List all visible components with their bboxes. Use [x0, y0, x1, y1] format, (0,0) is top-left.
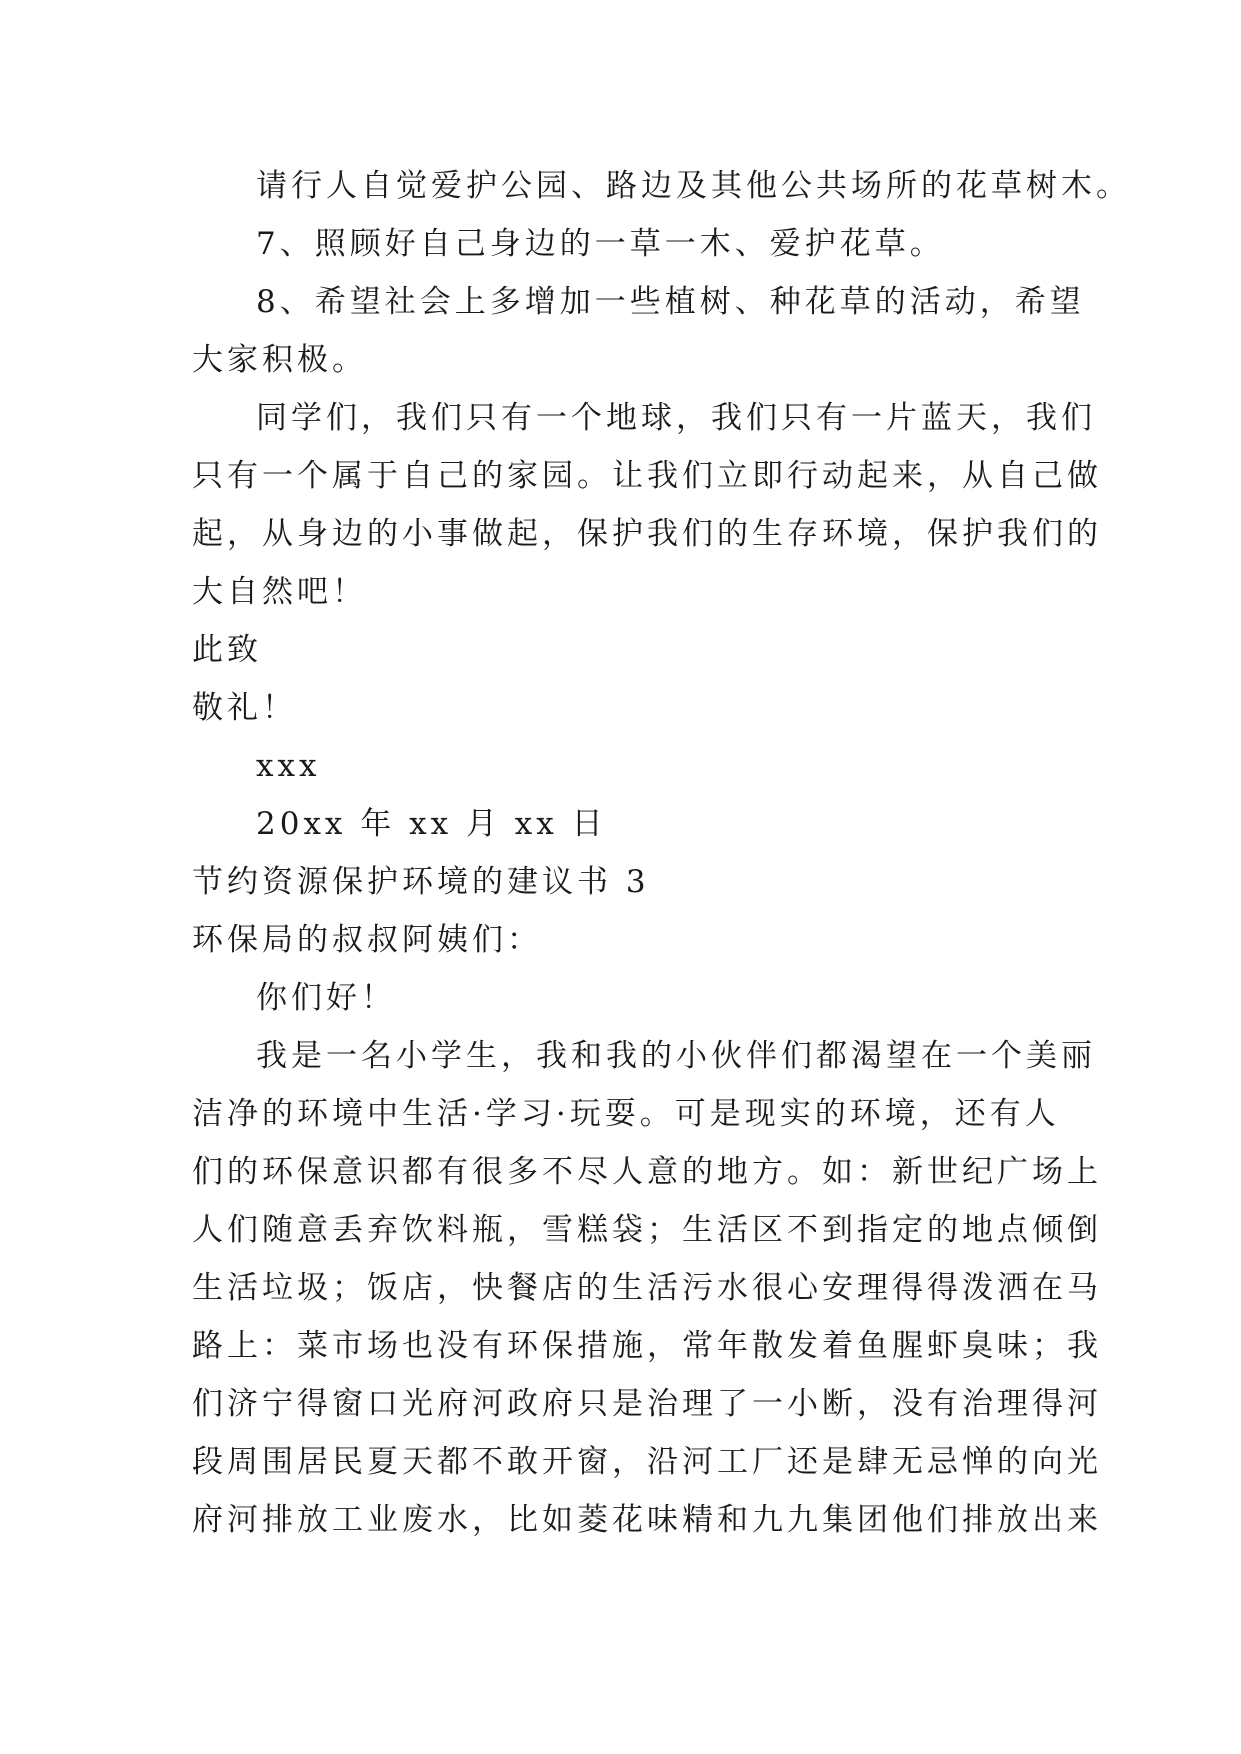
text-line: 请行人自觉爱护公园、路边及其他公共场所的花草树木。 [256, 168, 1131, 204]
closing-regards: 敬礼！ [192, 690, 297, 726]
signature-name: xxx [256, 748, 321, 784]
text-line: 8、希望社会上多增加一些植树、种花草的活动，希望 [256, 284, 1085, 320]
letter-recipient: 环保局的叔叔阿姨们： [192, 922, 542, 958]
text-line: 人们随意丢弃饮料瓶，雪糕袋；生活区不到指定的地点倾倒 [192, 1212, 1102, 1248]
text-line: 我是一名小学生，我和我的小伙伴们都渴望在一个美丽 [256, 1038, 1096, 1074]
text-line: 只有一个属于自己的家园。让我们立即行动起来，从自己做 [192, 458, 1102, 494]
text-line: 7、照顾好自己身边的一草一木、爱护花草。 [256, 226, 945, 262]
closing-salutation: 此致 [192, 632, 262, 668]
text-line: 起，从身边的小事做起，保护我们的生存环境，保护我们的 [192, 516, 1102, 552]
text-line: 洁净的环境中生活·学习·玩耍。可是现实的环境，还有人 [192, 1096, 1060, 1132]
text-line: 段周围居民夏天都不敢开窗，沿河工厂还是肆无忌惮的向光 [192, 1444, 1102, 1480]
text-line: 大自然吧！ [192, 574, 367, 610]
text-line: 路上：菜市场也没有环保措施，常年散发着鱼腥虾臭味；我 [192, 1328, 1102, 1364]
text-line: 同学们，我们只有一个地球，我们只有一片蓝天，我们 [256, 400, 1096, 436]
text-line: 大家积极。 [192, 342, 367, 378]
text-line: 生活垃圾；饭店，快餐店的生活污水很心安理得得泼洒在马 [192, 1270, 1102, 1306]
section-title: 节约资源保护环境的建议书 3 [192, 864, 650, 900]
text-line: 们济宁得窗口光府河政府只是治理了一小断，没有治理得河 [192, 1386, 1102, 1422]
text-line: 们的环保意识都有很多不尽人意的地方。如：新世纪广场上 [192, 1154, 1102, 1190]
letter-greeting: 你们好！ [256, 980, 396, 1016]
signature-date: 20xx 年 xx 月 xx 日 [256, 806, 607, 842]
text-line: 府河排放工业废水，比如菱花味精和九九集团他们排放出来 [192, 1502, 1102, 1538]
